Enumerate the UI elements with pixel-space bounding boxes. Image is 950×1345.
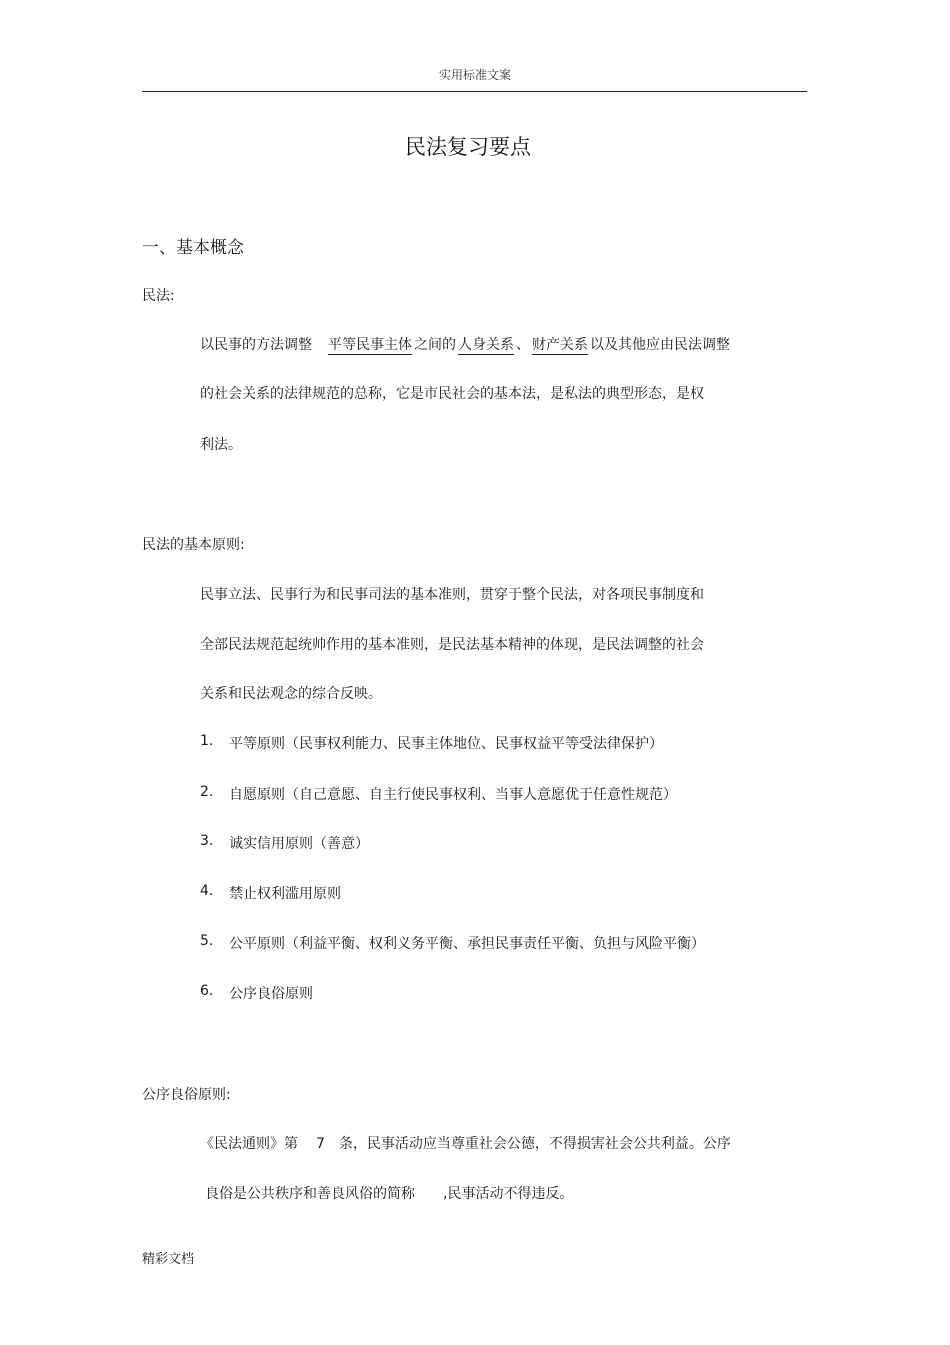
list-item-voluntariness: 自愿原则（自己意愿、自主行使民事权利、当事人意愿优于任意性规范） bbox=[229, 787, 677, 803]
civil-law-text-sep: 、 bbox=[516, 337, 530, 353]
list-item-number: 1. bbox=[200, 733, 214, 749]
civil-law-text-pre: 以民事的方法调整 bbox=[200, 337, 312, 353]
article-number: 7 bbox=[316, 1136, 325, 1152]
public-order-text-2-pre: 良俗是公共秩序和善良风俗的简称 bbox=[205, 1186, 415, 1202]
underlined-term-equal-subjects: 平等民事主体 bbox=[328, 337, 412, 353]
principles-line-3: 关系和民法观念的综合反映。 bbox=[200, 686, 382, 702]
principles-line-2: 全部民法规范起统帅作用的基本准则，是民法基本精神的体现，是民法调整的社会 bbox=[200, 637, 704, 653]
list-item-number: 4. bbox=[200, 883, 214, 899]
list-item-fairness: 公平原则（利益平衡、权利义务平衡、承担民事责任平衡、负担与风险平衡） bbox=[229, 936, 705, 952]
term-label-civil-law: 民法: bbox=[142, 288, 175, 304]
list-item-no-abuse: 禁止权利滥用原则 bbox=[229, 886, 341, 902]
public-order-text-pre: 《民法通则》第 bbox=[200, 1136, 298, 1152]
civil-law-line-3: 利法。 bbox=[200, 437, 242, 453]
running-footer: 精彩文档 bbox=[142, 1252, 195, 1267]
running-header: 实用标准文案 bbox=[438, 68, 511, 82]
civil-law-text-post: 以及其他应由民法调整 bbox=[590, 337, 730, 353]
term-label-principles: 民法的基本原则: bbox=[142, 537, 245, 553]
civil-law-text-mid: 之间的 bbox=[414, 337, 456, 353]
list-item-number: 2. bbox=[200, 784, 214, 800]
underlined-term-personal-relations: 人身关系 bbox=[458, 337, 514, 353]
list-item-good-faith: 诚实信用原则（善意） bbox=[229, 836, 369, 852]
principles-line-1: 民事立法、民事行为和民事司法的基本准则，贯穿于整个民法，对各项民事制度和 bbox=[200, 587, 704, 603]
public-order-line-2 bbox=[205, 1183, 573, 1203]
public-order-text-2-post: ,民事活动不得违反。 bbox=[443, 1186, 574, 1202]
term-label-public-order: 公序良俗原则: bbox=[142, 1087, 231, 1103]
list-item-number: 3. bbox=[200, 833, 214, 849]
underlined-term-property-relations: 财产关系 bbox=[532, 337, 588, 353]
page-title: 民法复习要点 bbox=[405, 135, 531, 159]
header-rule bbox=[142, 91, 807, 92]
civil-law-line-1 bbox=[200, 334, 730, 354]
list-item-equality: 平等原则（民事权利能力、民事主体地位、民事权益平等受法律保护） bbox=[229, 736, 663, 752]
section-heading: 一、基本概念 bbox=[142, 238, 244, 258]
public-order-line-1 bbox=[200, 1133, 731, 1153]
list-item-number: 6. bbox=[200, 983, 214, 999]
list-item-public-order: 公序良俗原则 bbox=[229, 986, 313, 1002]
civil-law-line-2: 的社会关系的法律规范的总称，它是市民社会的基本法，是私法的典型形态，是权 bbox=[200, 386, 704, 402]
public-order-text-post: 条，民事活动应当尊重社会公德，不得损害社会公共利益。公序 bbox=[338, 1136, 731, 1152]
list-item-number: 5. bbox=[200, 933, 214, 949]
